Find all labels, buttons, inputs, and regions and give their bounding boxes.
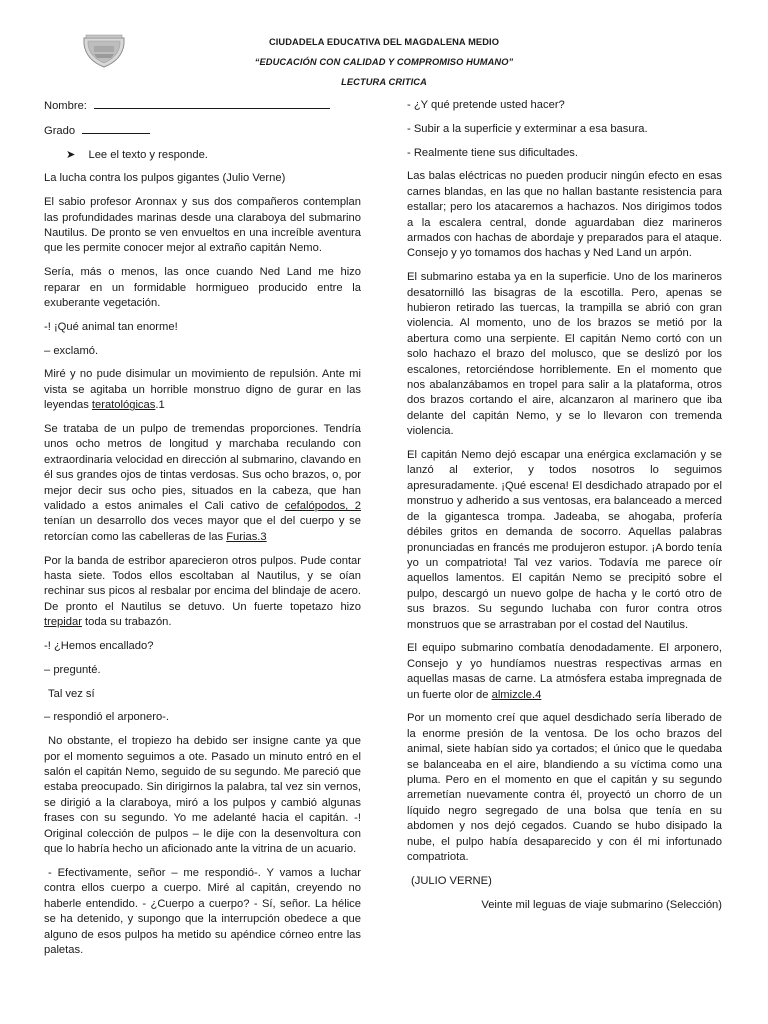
grade-field[interactable] bbox=[44, 123, 361, 139]
paragraph: Se trataba de un pulpo de tremendas proporciones. Tendría unos ocho metros de longitud y marchaba reculando con extraordinaria velocidad en dirección al submarino, clavando en él sus grandes ojos de tintas verdosas. Sus ocho brazos, o, por mejor decir sus ocho pies, situados en la cabeza, que han validado a estos animales el Cali cativo de cefalópodos, 2 tenían un desarrollo dos veces mayor que el del cuerpo y se retorcían como las cabelleras de las Furias.3 bbox=[44, 423, 361, 543]
instruction-text: Lee el texto y responde. bbox=[88, 148, 208, 161]
arrow-bullet-icon: ➤ bbox=[66, 148, 76, 161]
paragraph: Miré y no pude disimular un movimiento de repulsión. Ante mi vista se agitaba un horrible monstruo digno de gurar en las leyendas teratológicas.1 bbox=[44, 368, 361, 412]
footnote-link[interactable]: teratológicas bbox=[91, 399, 156, 412]
reading-title: La lucha contra los pulpos gigantes (Julio Verne) bbox=[44, 172, 286, 185]
source-credit: Veinte mil leguas de viaje submarino (Selección) bbox=[481, 898, 722, 911]
left-column bbox=[44, 98, 361, 967]
name-label: Nombre: bbox=[44, 100, 87, 112]
dialogue-line: Tal vez sí bbox=[48, 687, 95, 700]
name-input-line[interactable] bbox=[94, 98, 330, 109]
paragraph: Las balas eléctricas no pueden producir ningún efecto en esas carnes blandas, en las que no hallan bastante resistencia para estallar; pero los atacaremos a hachazos. Nos dirigimos todos a la escalera central, donde aguardaban diez marineros armados con hachas de abordaje y preparados para el ataque. Consejo y yo tomamos dos hachas y Ned Land un arpón. bbox=[407, 170, 722, 260]
dialogue-line: -! ¡Qué animal tan enorme! bbox=[44, 320, 178, 333]
paragraph: El capitán Nemo dejó escapar una enérgica exclamación y se lanzó al exterior, y todos nosotros lo seguimos apresuradamente. ¡Qué escena! El desdichado atrapado por el monstruo y adherido a sus ventosas, era balanceado a merced de la gigantesca trompa. Jadeaba, se ahogaba, profería débiles gritos en demanda de socorro. Aquellas palabras pronunciadas en francés me produjeron estupor. ¡A bordo tenía yo un compatriota! Tal vez varios. Todavía me parece oír aquellos lamentos. El capitán Nemo se precipitó sobre el pulpo, descargó un nuevo golpe de hacha y le cortó otro de sus brazos. Su segundo luchaba con furor contra otros monstruos que se arrastraban por el costad del Nautilus. bbox=[407, 449, 722, 631]
dialogue-line: - ¿Y qué pretende usted hacer? bbox=[407, 99, 565, 111]
paragraph: No obstante, el tropiezo ha debido ser insigne cante ya que por el momento seguimos a ote. Pasado un minuto entró en el salón el capitán Nemo, seguido de su segundo. Me pareció que estaba preocupado. Sin dirigirnos la palabra, tal vez sin vernos, se dirigió a la claraboya, miró a los pulpos y cambió algunas frases con su segundo. Yo me adelanté hacia el capitán. -! Original colección de pulpos – le dije con la desenvoltura con que lo habría hecho un aficionado ante la vitrina de un acuario. bbox=[44, 735, 361, 856]
footnote-link[interactable]: cefalópodos, 2 bbox=[284, 500, 361, 513]
paragraph: El sabio profesor Aronnax y sus dos compañeros contemplan las profundidades marinas desde una claraboya del submarino Nautilus. De pronto se ven envueltos en una increíble aventura que les permite conocer mejor al extraño capitán Nemo. bbox=[44, 196, 361, 255]
paragraph: El submarino estaba ya en la superficie. Uno de los marineros desatornilló las bisagras de la escotilla. Pero, apenas se hubieron retirado las tuercas, la trampilla se abrió con gran violencia. Al momento, uno de los brazos se metió por la abertura como una serpiente. El capitán Nemo cortó con un solo hachazo el brazo del molusco, que se deslizó por los escalones, retorciéndose horriblemente. En el momento que nos abalanzábamos en tropel para salir a la plataforma, otros dos brazos cortando el aire, alcanzaron al marinero que iba delante del capitán Nemo, y se lo llevaron con tremenda violencia. bbox=[407, 271, 722, 438]
dialogue-line: -! ¿Hemos encallado? bbox=[44, 640, 154, 653]
paragraph: - Efectivamente, señor – me respondió-. Y vamos a luchar contra ellos cuerpo a cuerpo. Miré al capitán, creyendo no haberle entendido. - ¿Cuerpo a cuerpo? - Sí, señor. La hélice se ha detenido, y supongo que la interrupción obedece a que alguno de esos pulpos ha metido su apéndice córneo entre las paletas. bbox=[44, 866, 361, 956]
paragraph: Sería, más o menos, las once cuando Ned Land me hizo reparar en un formidable hormigueo producido entre la exuberante vegetación. bbox=[44, 266, 361, 310]
dialogue-line: - Realmente tiene sus dificultades. bbox=[407, 146, 579, 159]
dialogue-line: - Subir a la superficie y exterminar a esa basura. bbox=[407, 122, 648, 135]
author-credit: (JULIO VERNE) bbox=[411, 874, 492, 887]
paragraph: El equipo submarino combatía denodadamente. El arponero, Consejo y yo hundíamos nuestras respectivas armas en aquellas masas de carne. La atmósfera estaba impregnada de un fuerte olor de almizcle.4 bbox=[407, 642, 722, 701]
grade-input-line[interactable] bbox=[82, 123, 150, 134]
name-field[interactable] bbox=[44, 98, 361, 114]
paragraph: Por la banda de estribor aparecieron otros pulpos. Pude contar hasta siete. Todos ellos escoltaban al Nautilus, y se oían rechinar sus picos al resbalar por encima del blindaje de acero. De pronto el Nautilus se detuvo. Un fuerte topetazo hizo trepidar toda su trabazón. bbox=[44, 554, 361, 629]
grade-label: Grado bbox=[44, 124, 76, 137]
institution-motto: “EDUCACIÓN CON CALIDAD Y COMPROMISO HUMANO” bbox=[254, 57, 514, 67]
institution-name: CIUDADELA EDUCATIVA DEL MAGDALENA MEDIO bbox=[268, 37, 500, 47]
paragraph: Por un momento creí que aquel desdichado sería liberado de la enorme presión de la ventosa. De los ocho brazos del animal, siete habían sido ya cortados; el único que le quedaba se balanceaba en el aire, blandiendo a su víctima como una pluma. Pero en el momento en que el capitán y su segundo arremetían nuevamente contra él, proyectó un chorro de un líquido negro segregado de una bolsa que tenía en su abdomen y nos dejó cegados. Cuando se hubo disipado la nube, el pulpo había desaparecido y con él mi infortunado compatriota. bbox=[407, 712, 722, 864]
instruction bbox=[44, 148, 361, 163]
footnote-link[interactable]: almizcle.4 bbox=[491, 688, 542, 701]
dialogue-line: – respondió el arponero-. bbox=[44, 711, 170, 724]
footnote-link[interactable]: Furias.3 bbox=[226, 530, 267, 543]
right-column bbox=[407, 98, 722, 921]
subject-title: LECTURA CRITICA bbox=[341, 77, 427, 87]
dialogue-line: – exclamó. bbox=[44, 344, 99, 357]
footnote-link[interactable]: trepidar bbox=[44, 616, 82, 629]
dialogue-line: – pregunté. bbox=[44, 663, 101, 676]
document-header bbox=[0, 32, 768, 92]
